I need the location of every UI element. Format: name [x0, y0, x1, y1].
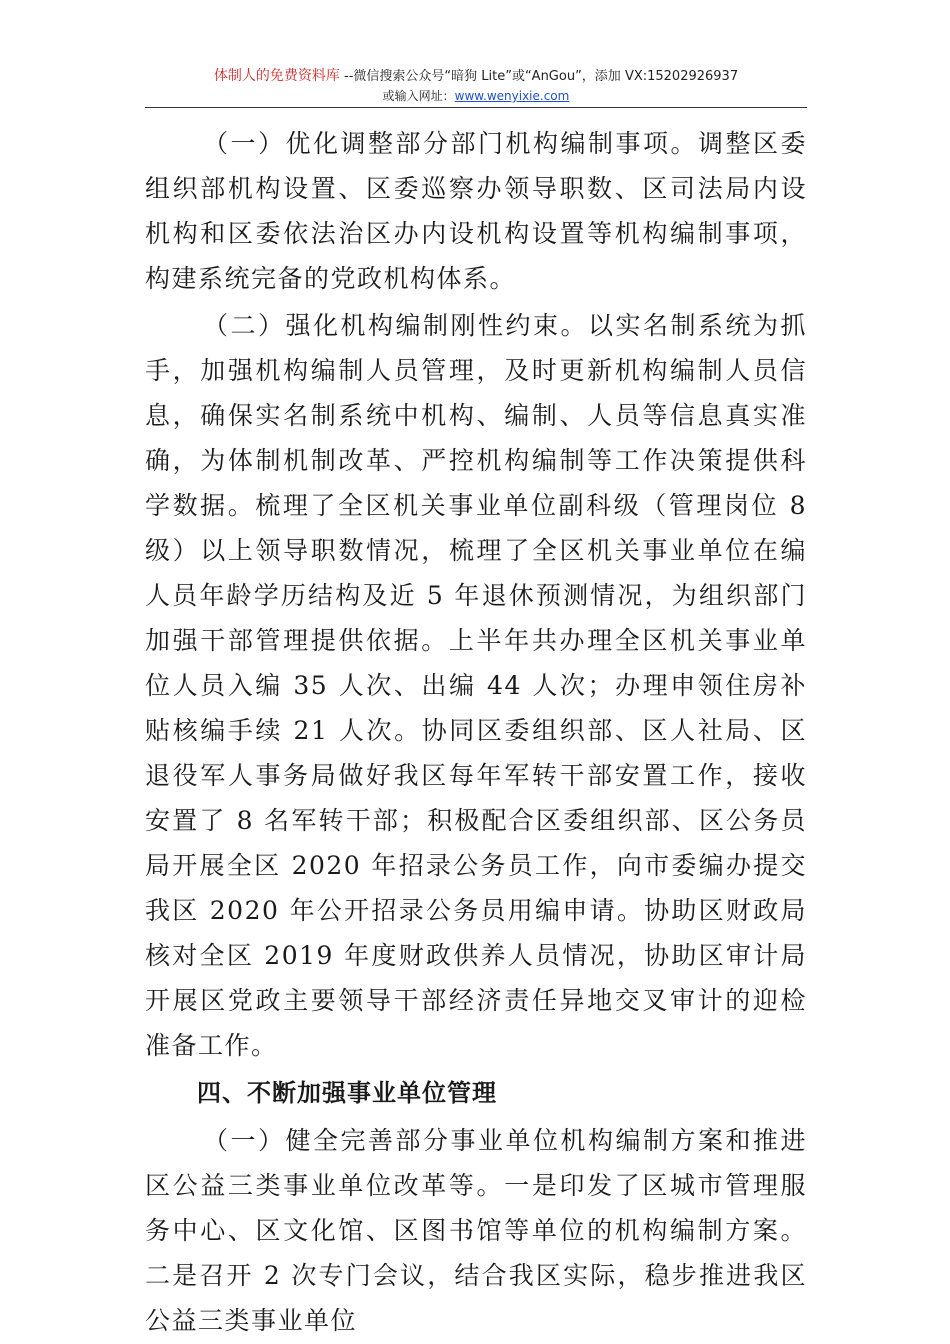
section-heading-4: 四、不断加强事业单位管理	[197, 1079, 497, 1107]
paragraph-3	[145, 1118, 807, 1343]
paragraph-1	[145, 121, 807, 301]
paragraph-2-text: 以实名制系统为抓手，加强机构编制人员管理，及时更新机构编制人员信息，确保实名制系统中机构、编制、人员等信息真实准确，为体制机制改革、严控机构编制等工作决策提供科学数据。梳理了全区机关事业单位副科级（管理岗位 8 级）以上领导职数情况，梳理了全区机关事业单位在编人员年龄学历结构及近 5 年退休预测情况，为组织部门加强干部管理提供依据。上半年共办理全区机关事业单位人员入编 35 人次、出编 44 人次；办理申领住房补贴核编手续 21 人次。协同区委组织部、区人社局、区退役军人事务局做好我区每年军转干部安置工作，接收安置了 8 名军转干部；积极配合区委组织部、区公务员局开展全区 2020 年招录公务员工作，向市委编办提交我区 2020 年公开招录公务员用编申请。协助区财政局核对全区 2019 年度财政供养人员情况，协助区审计局开展区党政主要领导干部经济责任异地交叉审计的迎检准备工作。	[145, 311, 807, 1060]
paragraph-3-text: 一是印发了区城市管理服务中心、区文化馆、区图书馆等单位的机构编制方案。二是召开 2 次专门会议，结合我区实际，稳步推进我区公益三类事业单位	[145, 1171, 807, 1335]
header-url-link[interactable]: www.wenyixie.com	[454, 89, 570, 103]
paragraph-2-lead: （二）强化机构编制刚性约束。	[203, 311, 588, 340]
header-contact-info: --微信搜索公众号“暗狗 Lite”或“AnGou”，添加 VX:15202926937	[339, 69, 739, 84]
paragraph-3-lead: （一）健全完善部分事业单位机构编制方案和推进区公益三类事业单位改革等。	[145, 1126, 807, 1200]
header-line-1	[145, 66, 807, 87]
header-line-2	[145, 87, 807, 105]
page-header	[145, 66, 807, 105]
paragraph-2	[145, 303, 807, 1068]
paragraph-1-text: 调整区委组织部机构设置、区委巡察办领导职数、区司法局内设机构和区委依法治区办内设机构设置等机构编制事项，构建系统完备的党政机构体系。	[145, 129, 807, 293]
header-url-prefix: 或输入网址：	[382, 89, 455, 103]
document-body	[145, 121, 807, 1343]
header-brand: 体制人的免费资料库	[213, 68, 340, 84]
header-divider	[145, 107, 807, 108]
paragraph-1-lead: （一）优化调整部分部门机构编制事项。	[203, 129, 698, 158]
